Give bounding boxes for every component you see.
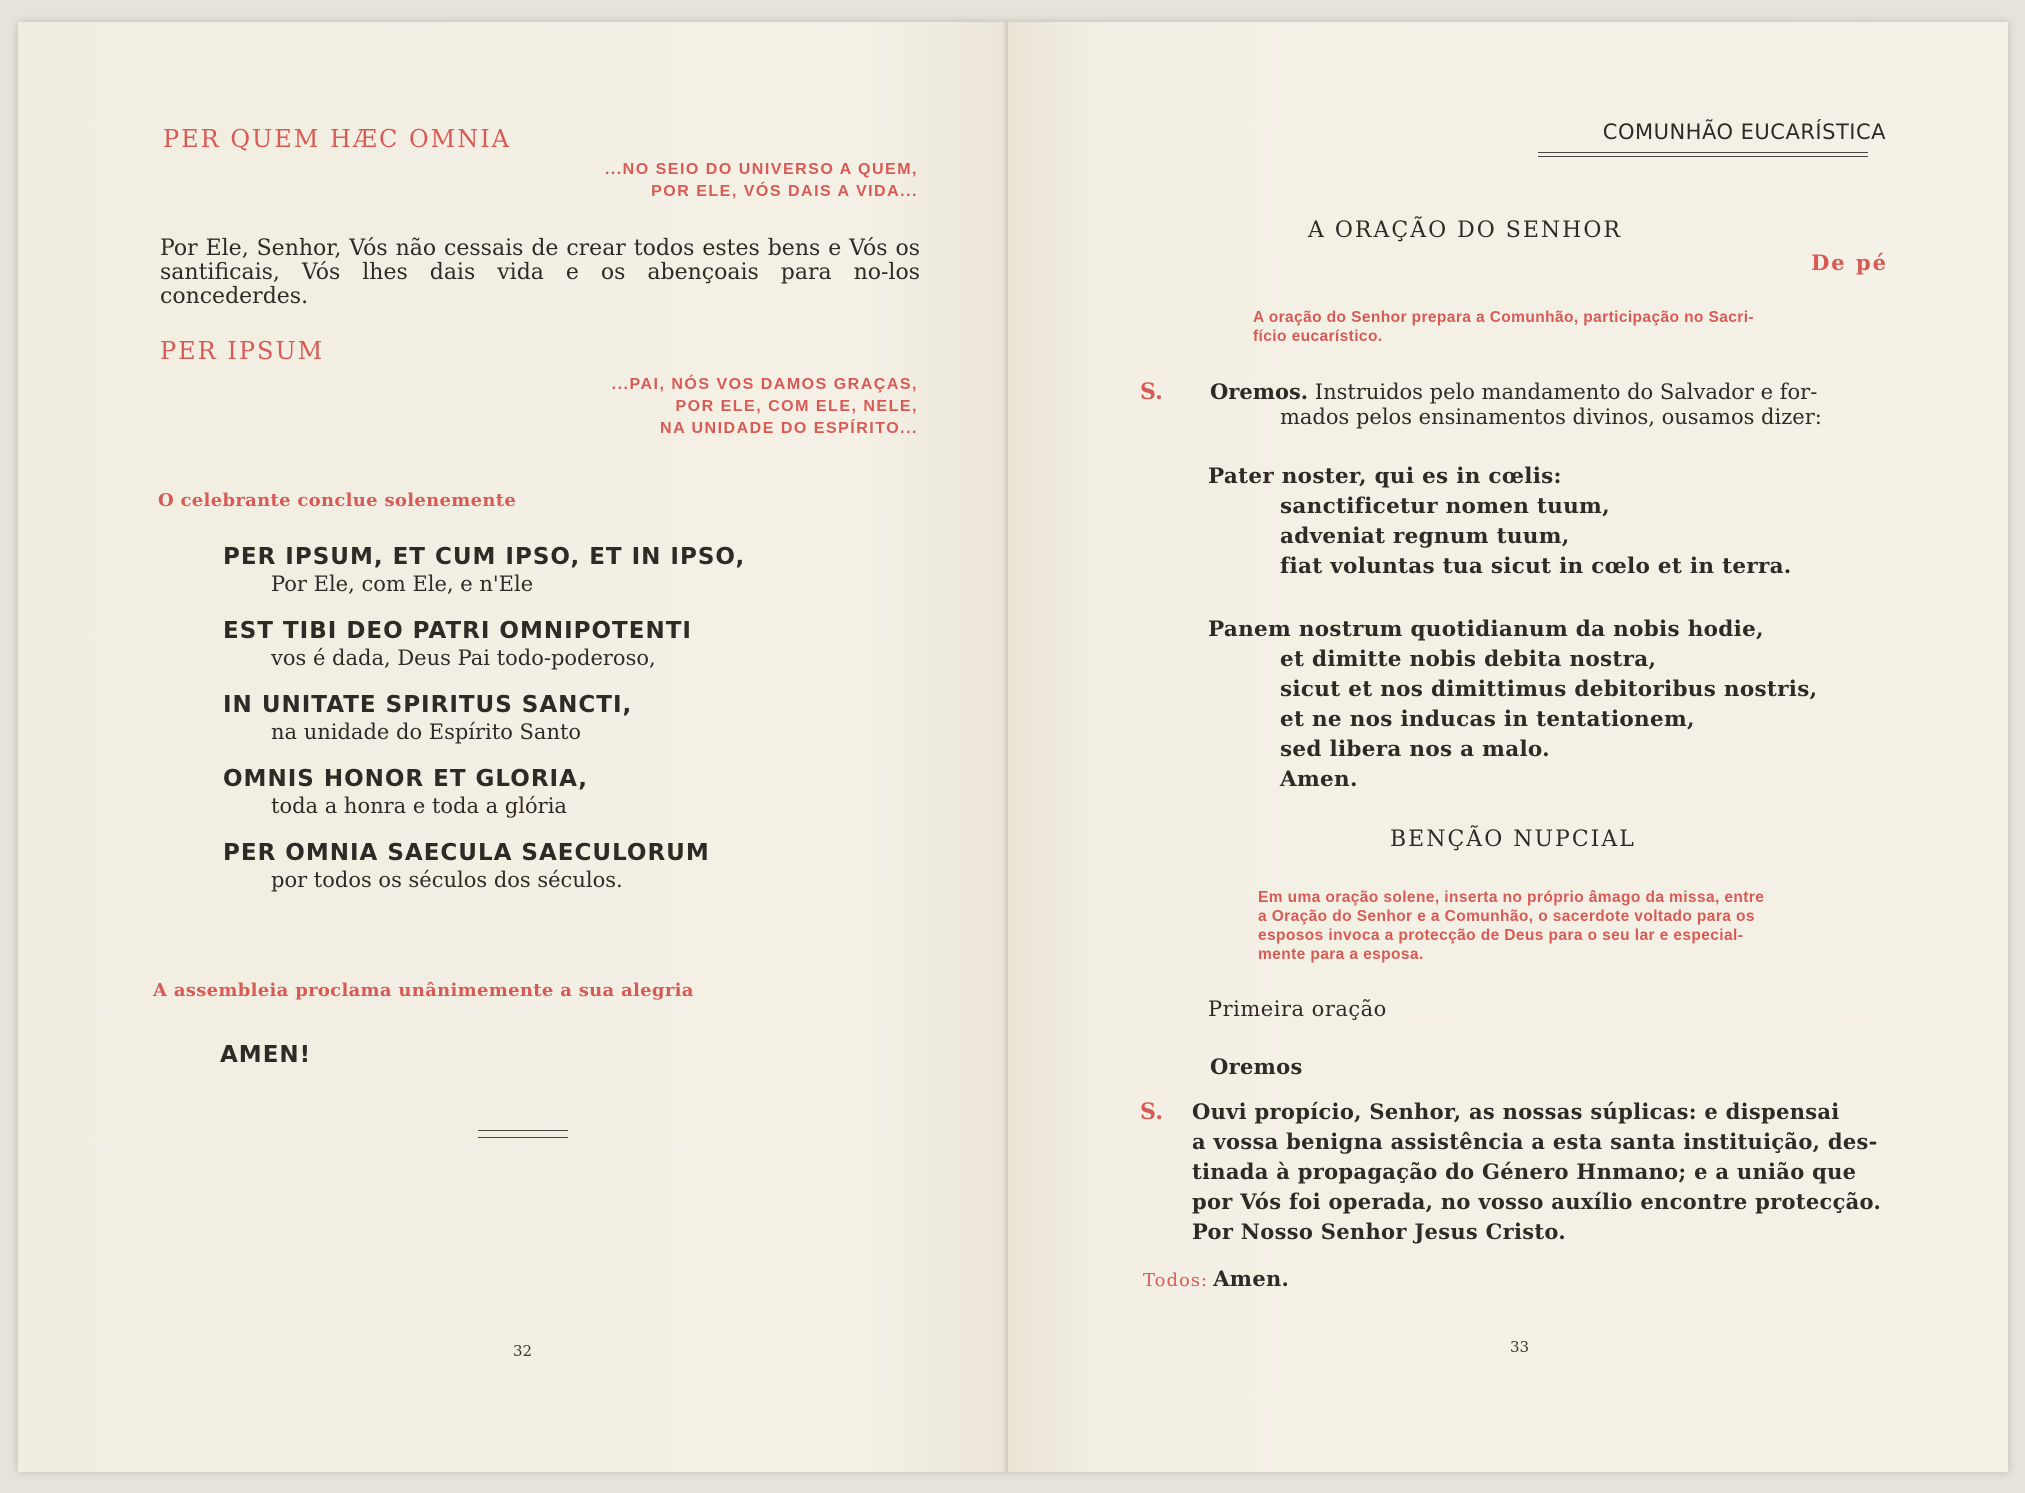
section-title-oracao: A ORAÇÃO DO SENHOR [1308,218,1622,243]
amen-acclamation: AMEN! [220,1042,312,1068]
prayer-line: tinada à propagação do Género Hnmano; e a união que [1192,1159,1857,1184]
latin-line: sed libera nos a malo. [1280,737,1550,762]
running-head-rule [1538,152,1868,153]
posture-de-pe: De pé [1811,250,1888,275]
latin-line: sicut et nos dimittimus debitoribus nostris, [1280,677,1818,702]
rubric-assembleia: A assembleia proclama unânimemente a sua alegria [153,980,694,1001]
doxology-line: EST TIBI DEO PATRI OMNIPOTENTI vos é dada, Deus Pai todo-poderoso, [223,618,692,670]
book-spread [18,22,2008,1472]
intro-oremos: S. Oremos. Instruidos pelo mandamento do Salvador e for- mados pelos ensinamentos divinos, ousamos dizer: [1140,379,1900,430]
doxology-line: PER IPSUM, ET CUM IPSO, ET IN IPSO, Por Ele, com Ele, e n'Ele [223,544,746,596]
note-line: Em uma oração solene, inserta no próprio âmago da missa, entre [1258,889,1765,906]
heading-per-ipsum: PER IPSUM [160,337,325,365]
latin-line: Amen. [1280,767,1358,792]
doxology-line: IN UNITATE SPIRITUS SANCTI, na unidade do Espírito Santo [223,692,633,744]
doxology-line: OMNIS HONOR ET GLORIA, toda a honra e toda a glória [223,766,589,818]
pater-noster [1208,462,1928,582]
note-pai-gracas [418,374,918,440]
note-line: fício eucarístico. [1253,328,1383,345]
prayer-line: por Vós foi operada, no vosso auxílio encontre protecção. [1192,1189,1882,1214]
end-rule [478,1130,568,1138]
prayer-line: a vossa benigna assistência a esta santa instituição, des- [1192,1129,1878,1154]
note-line: ...NO SEIO DO UNIVERSO A QUEM, [604,161,918,178]
right-page [1008,22,2008,1472]
latin-line: adveniat regnum tuum, [1280,524,1570,549]
todos-response [1143,1264,1289,1294]
rubric-celebrante: O celebrante conclue solenemente [158,490,517,511]
heading-per-quem: PER QUEM HÆC OMNIA [163,125,511,153]
note-oracao-senhor [1253,308,1893,346]
running-head: COMUNHÃO EUCARÍSTICA [1602,120,1886,144]
prayer-line: Por Nosso Senhor Jesus Cristo. [1192,1219,1566,1244]
sigil-s: S. [1140,379,1163,405]
note-line: NA UNIDADE DO ESPÍRITO... [660,420,918,437]
section-title-bencao: BENÇÃO NUPCIAL [1390,827,1636,852]
note-line: mente para a esposa. [1258,946,1424,963]
latin-line: Pater noster, qui es in cœlis: [1208,464,1562,489]
note-line: ...PAI, NÓS VOS DAMOS GRAÇAS, [611,376,918,393]
left-page [18,22,1008,1472]
todos-amen: Amen. [1213,1266,1290,1291]
page-number-left: 32 [513,1342,533,1360]
note-line: a Oração do Senhor e a Comunhão, o sacerdote voltado para os [1258,908,1755,925]
sigil-s: S. [1140,1099,1164,1125]
paragraph-por-ele: Por Ele, Senhor, Vós não cessais de crear todos estes bens e Vós os santificais, Vós lhes dais vida e os abençoais para no-los concederdes. [160,236,920,309]
note-bencao-nupcial [1258,888,1898,964]
note-line: esposos invoca a protecção de Deus para o seu lar e especial- [1258,927,1744,944]
latin-line: et dimitte nobis debita nostra, [1280,647,1657,672]
oremos-bold: Oremos. [1210,379,1309,404]
intro-line2: mados pelos ensinamentos divinos, ousamos dizer: [1280,405,1822,429]
latin-line: sanctificetur nomen tuum, [1280,494,1610,519]
todos-label: Todos: [1143,1270,1209,1291]
doxology [223,544,943,892]
prayer-ouvi-propicio: S. Ouvi propício, Senhor, as nossas súplicas: e dispensai a vossa benigna assistência a esta santa instituição, des- tinada à propagação do Género Hnmano; e a união que por Vós foi operada, no vosso auxílio encontre protecção. Por Nosso Senhor Jesus Cristo. [1140,1097,1920,1247]
doxology-line: PER OMNIA SAECULA SAECULORUM por todos os séculos dos séculos. [223,840,710,892]
page-number-right: 33 [1510,1338,1530,1356]
latin-line: fiat voluntas tua sicut in cœlo et in terra. [1280,554,1792,579]
first-prayer-title: Primeira oração [1208,997,1387,1021]
latin-line: et ne nos inducas in tentationem, [1280,707,1695,732]
latin-line: Panem nostrum quotidianum da nobis hodie, [1208,617,1764,642]
note-line: POR ELE, COM ELE, NELE, [675,398,918,415]
panem-nostrum [1208,615,1928,795]
note-line: POR ELE, VÓS DAIS A VIDA... [651,183,918,200]
oremos-heading: Oremos [1210,1054,1303,1079]
running-head-rule [1538,156,1868,157]
note-seio-universo [418,159,918,203]
note-line: A oração do Senhor prepara a Comunhão, participação no Sacri- [1253,309,1754,326]
